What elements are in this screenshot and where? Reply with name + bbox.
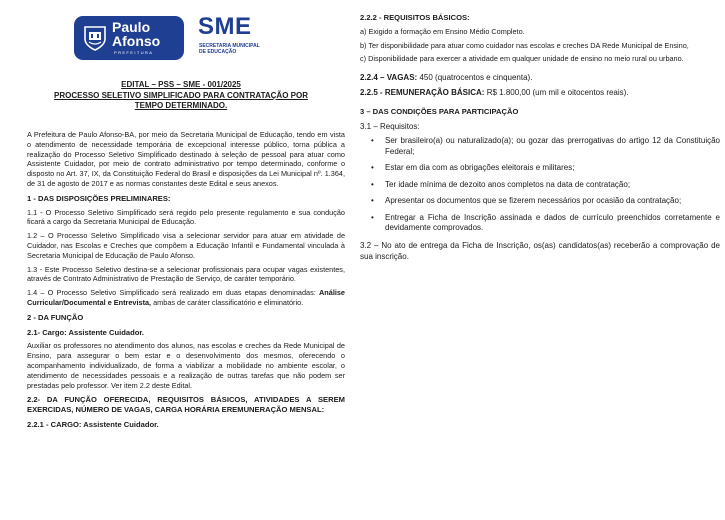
sme-logo (198, 15, 272, 57)
edital-title-line2: PROCESSO SELETIVO SIMPLIFICADO PARA CONTRATAÇÃO POR (54, 90, 308, 100)
requirement-a: a) Exigido a formação em Ensino Médio Completo. (360, 26, 525, 36)
section-2-2-2-heading: 2.2.2 - REQUISITOS BÁSICOS: (360, 13, 470, 22)
list-item (370, 196, 720, 207)
section-2-heading: 2 - DA FUNÇÃO (27, 312, 84, 322)
document-page-right (352, 0, 725, 520)
list-item-text: Entregar a Ficha de Inscrição assinada e dados de currículo preenchidos corretamente e devidamente comprovados. (385, 212, 720, 233)
left-body (27, 130, 345, 434)
requirement-c: c) Disponibilidade para exercer a atividade em qualquer unidade de ensino no meio rural ou urbano. (360, 54, 684, 64)
edital-title-line3: TEMPO DETERMINADO. (134, 101, 228, 110)
paragraph-3-2: 3.2 – No ato de entrega da Ficha de Inscrição, os(as) candidatos(as) receberão a comprovação de sua inscrição. (360, 240, 720, 261)
prefeitura-name-line2: Afonso (112, 33, 161, 49)
sme-sub (199, 43, 265, 55)
paragraph-1-4-start: 1.4 – O Processo Seletivo Simplificado será realizado em duas etapas denominadas: (27, 288, 316, 298)
section-2-2-1-heading: 2.2.1 - CARGO: Assistente Cuidador. (27, 419, 159, 429)
requirement-b: b) Ter disponibilidade para atuar como cuidador nas escolas e creches DA Rede Municipal de Ensino, (360, 40, 689, 50)
paragraph-1-4-bold: Análise Curricular/Documental e Entrevista, (27, 288, 345, 307)
prefeitura-name (112, 20, 160, 48)
list-item-text: Ter idade mínima de dezoito anos completos na data de contratação; (385, 179, 631, 189)
section-3-heading: 3 – DAS CONDIÇÕES PARA PARTICIPAÇÃO (360, 107, 519, 117)
intro-paragraph: A Prefeitura de Paulo Afonso-BA, por meio da Secretaria Municipal de Educação, tendo em vista o atendimento de necessidade temporária de excepcional interesse público, torna pública a realização do Processo Seletivo Simplificado destinado à seleção de pessoal para atuar como Assistente Cuidador, por meio de contrato administrativo por tempo determinado, conforme o disposto no Art. 37, IX, da Constituição Federal do Brasil e disposições da Lei Municipal nº. 1.364, de 31 de agosto de 2017 e as normas constantes deste Edital e seus anexos. (27, 130, 345, 188)
right-body (360, 8, 720, 266)
list-item-text: Ser brasileiro(a) ou naturalizado(a); ou gozar das prerrogativas do artigo 12 da Constituição Federal; (385, 136, 720, 156)
remuneracao-value: R$ 1.800,00 (um mil e oitocentos reais). (486, 88, 629, 98)
prefeitura-name-line1: Paulo (112, 19, 151, 35)
prefeitura-sub: PREFEITURA (114, 50, 154, 55)
list-item-text: Apresentar os documentos que se fizerem necessários por ocasião da contratação; (385, 196, 682, 206)
bullet-icon: • (371, 179, 374, 189)
bullet-icon: • (371, 163, 374, 173)
vagas-line (360, 72, 720, 83)
paragraph-1-2: 1.2 – O Processo Seletivo Simplificado visa a selecionar servidor para atuar em atividade de Cuidador, nas Escolas e Creches que compõem a Educação Infantil e Fundamental vinculada à Secretaria Municipal de Educação de Paulo Afonso. (27, 231, 345, 260)
section-2-2-heading: 2.2- DA FUNÇÃO OFERECIDA, REQUISITOS BÁSICOS, ATIVIDADES A SEREM EXERCIDAS, NÚMERO DE VAGAS, CARGA HORÁRIA EREMUNERAÇÃO MENSAL: (27, 395, 345, 415)
list-item (370, 213, 720, 234)
paragraph-1-3: 1.3 - Este Processo Seletivo destina-se a selecionar profissionais para ocupar vagas existentes, através de Contrato Administrativo de Prestação de Serviço, de caráter temporário. (27, 264, 345, 284)
prefeitura-logo (74, 16, 184, 60)
requirements-list (370, 136, 720, 234)
sme-sub-line1: SECRETARIA MUNICIPAL (199, 43, 260, 49)
paragraph-2-1: Auxiliar os professores no atendimento dos alunos, nas escolas e creches da Rede Municipal de Ensino, para assegurar o bem estar e o desenvolvimento dos mesmos, oferecendo o acompanhamento individualizado, de forma a viabilizar a mobilidade no ambiente escolar, o atendimento de necessidades pessoais e a realização de outras tarefas que não podem ser prestadas pelo professor. Ver item 2.2 deste Edital. (27, 341, 345, 390)
paragraph-3-1: 3.1 – Requisitos: (360, 122, 420, 132)
section-2-1-heading: 2.1- Cargo: Assistente Cuidador. (27, 327, 145, 337)
section-1-heading: 1 - DAS DISPOSIÇÕES PRELIMINARES: (27, 193, 171, 203)
edital-title-line1: EDITAL – PSS – SME - 001/2025 (121, 80, 241, 89)
document-page-left (0, 0, 352, 520)
list-item (370, 163, 720, 174)
bullet-icon: • (371, 196, 374, 206)
remuneracao-label: 2.2.5 - REMUNERAÇÃO BÁSICA: (360, 88, 485, 98)
list-item-text: Estar em dia com as obrigações eleitorais e militares; (385, 163, 575, 173)
vagas-label: 2.2.4 – VAGAS: (360, 73, 418, 83)
paragraph-1-4-end: ambas de caráter classificatório e eliminatório. (153, 297, 304, 307)
bullet-icon: • (371, 136, 374, 146)
list-item (370, 180, 720, 191)
sme-sub-line2: DE EDUCAÇÃO (199, 49, 237, 55)
bullet-icon: • (371, 212, 374, 222)
remuneracao-line (360, 87, 720, 98)
vagas-value: 450 (quatrocentos e cinquenta). (419, 73, 533, 83)
edital-title (40, 80, 322, 112)
sme-name: SME (198, 13, 252, 40)
crest-icon (82, 24, 108, 52)
paragraph-1-4 (27, 288, 345, 308)
paragraph-1-1: 1.1 - O Processo Seletivo Simplificado será regido pelo presente regulamento e sua condução ficará a cargo da Secretaria Municipal de Educação. (27, 207, 345, 227)
list-item (370, 136, 720, 157)
